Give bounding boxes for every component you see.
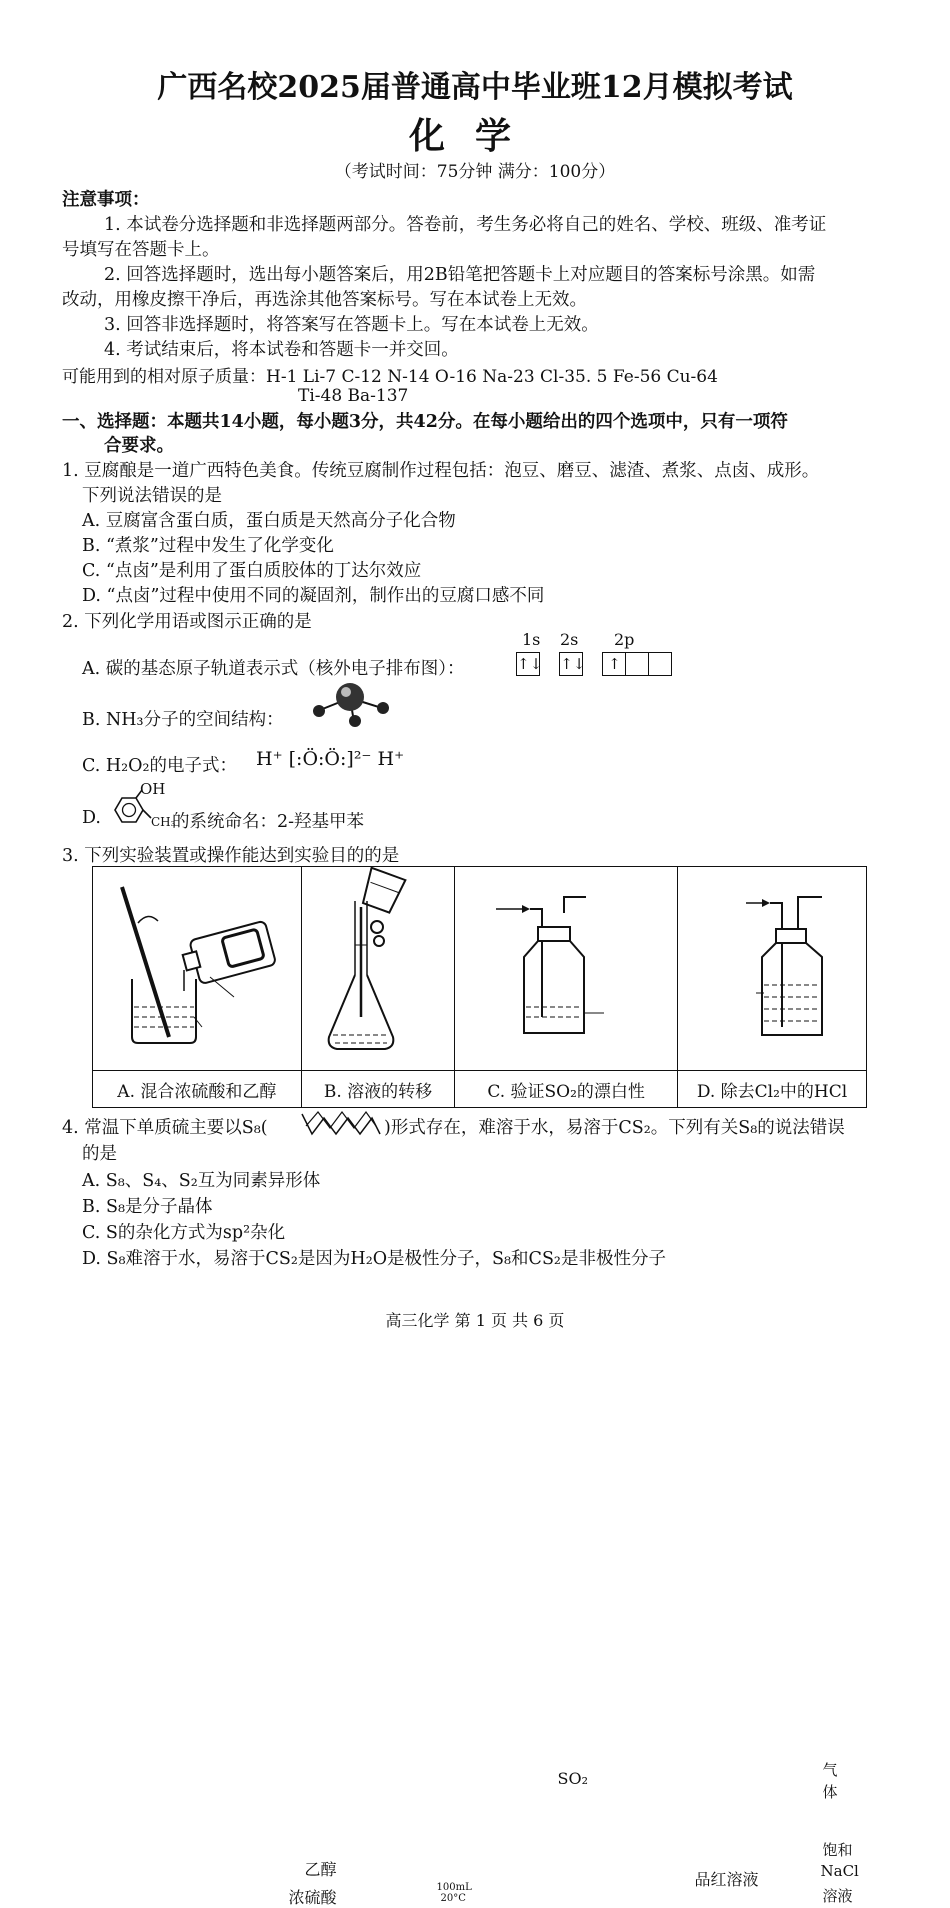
notice-line: 号填写在答题卡上。 bbox=[62, 240, 220, 260]
saturated-label: 饱和 bbox=[822, 1840, 853, 1859]
h2o2-electron-formula: H⁺ [:Ö:Ö:]²⁻ H⁺ bbox=[256, 748, 405, 770]
orbital-label-2p: 2p bbox=[614, 630, 635, 649]
wash-bottle-so2-image bbox=[456, 867, 676, 1065]
orbital-box bbox=[625, 652, 649, 676]
q4-option-d: D. S₈难溶于水，易溶于CS₂是因为H₂O是极性分子，S₈和CS₂是非极性分子 bbox=[82, 1249, 666, 1269]
notice-line: 1. 本试卷分选择题和非选择题两部分。答卷前，考生务必将自己的姓名、学校、班级、准考证 bbox=[104, 215, 827, 235]
q4-option-c: C. S的杂化方式为sp²杂化 bbox=[82, 1223, 286, 1243]
orbital-box: ↑↓ bbox=[559, 652, 583, 676]
orbital-box bbox=[648, 652, 672, 676]
mixing-apparatus-image bbox=[94, 867, 300, 1065]
q4-option-a: A. S₈、S₄、S₂互为同素异形体 bbox=[82, 1171, 321, 1191]
atomic-masses: 可能用到的相对原子质量：H-1 Li-7 C-12 N-14 O-16 Na-23 Cl-35. 5 Fe-56 Cu-64 bbox=[62, 367, 718, 387]
orbital-label-2s: 2s bbox=[560, 630, 579, 649]
q4-stem: 4. 常温下单质硫主要以S₈( bbox=[62, 1118, 268, 1138]
so2-label: SO₂ bbox=[557, 1768, 588, 1788]
caption-c: C. 验证SO₂的漂白性 bbox=[455, 1071, 678, 1108]
ethanol-label: 乙醇 bbox=[304, 1859, 337, 1879]
q1-stem-cont: 下列说法错误的是 bbox=[82, 486, 222, 506]
subject-title: 化学 bbox=[408, 115, 541, 157]
notice-line: 2. 回答选择题时，选出每小题答案后，用2B铅笔把答题卡上对应题目的答案标号涂黑。如需 bbox=[104, 265, 816, 285]
q1-option-d: D. “点卤”过程中使用不同的凝固剂，制作出的豆腐口感不同 bbox=[82, 586, 545, 606]
q4-stem-cont: )形式存在，难溶于水，易溶于CS₂。下列有关S₈的说法错误 bbox=[384, 1118, 845, 1138]
caption-b: B. 溶液的转移 bbox=[301, 1071, 455, 1108]
q3-stem: 3. 下列实验装置或操作能达到实验目的的是 bbox=[62, 846, 400, 866]
q4-option-b: B. S₈是分子晶体 bbox=[82, 1197, 213, 1217]
notice-line: 4. 考试结束后，将本试卷和答题卡一并交回。 bbox=[104, 340, 459, 360]
gas-label-2: 体 bbox=[822, 1782, 838, 1801]
atomic-masses-cont: Ti-48 Ba-137 bbox=[298, 386, 409, 406]
fuchsine-label: 品红溶液 bbox=[694, 1869, 759, 1889]
flask-volume-label: 100mL bbox=[436, 1881, 472, 1893]
volumetric-flask-image bbox=[303, 867, 453, 1065]
q2-option-d-label: D. bbox=[82, 808, 101, 828]
nacl-label: NaCl bbox=[820, 1861, 859, 1880]
q1-option-c: C. “点卤”是利用了蛋白质胶体的丁达尔效应 bbox=[82, 561, 422, 581]
caption-d: D. 除去Cl₂中的HCl bbox=[678, 1071, 867, 1108]
section-heading: 一、选择题：本题共14小题，每小题3分，共42分。在每小题给出的四个选项中，只有一项符 bbox=[62, 412, 788, 432]
hydroxyl-label: OH bbox=[140, 780, 166, 798]
q2-option-b: B. NH₃分子的空间结构： bbox=[82, 710, 284, 730]
q1-stem: 1. 豆腐酿是一道广西特色美食。传统豆腐制作过程包括：泡豆、磨豆、滤渣、煮浆、点卤、成形。 bbox=[62, 461, 820, 481]
nh3-model-image bbox=[306, 680, 392, 728]
q2-option-c: C. H₂O₂的电子式： bbox=[82, 756, 238, 776]
orbital-box: ↑↓ bbox=[516, 652, 540, 676]
q1-option-b: B. “煮浆”过程中发生了化学变化 bbox=[82, 536, 334, 556]
flask-temp-label: 20°C bbox=[440, 1892, 466, 1904]
exam-title: 广西名校2025届普通高中毕业班12月模拟考试 bbox=[157, 70, 793, 105]
notice-line: 改动，用橡皮擦干净后，再选涂其他答案标号。写在本试卷上无效。 bbox=[62, 290, 587, 310]
orbital-box: ↑ bbox=[602, 652, 626, 676]
wash-bottle-nacl-image bbox=[678, 867, 866, 1065]
s8-ring-image bbox=[298, 1108, 384, 1142]
exam-time: （考试时间：75分钟 满分：100分） bbox=[334, 162, 616, 182]
gas-label-1: 气 bbox=[822, 1760, 838, 1779]
q2-option-a: A. 碳的基态原子轨道表示式（核外电子排布图）： bbox=[82, 659, 465, 679]
methyl-label: CH₃ bbox=[151, 815, 176, 829]
q2-stem: 2. 下列化学用语或图示正确的是 bbox=[62, 612, 312, 632]
notice-heading: 注意事项： bbox=[62, 190, 150, 210]
solution-label: 溶液 bbox=[822, 1886, 853, 1905]
q4-stem-end: 的是 bbox=[82, 1144, 117, 1164]
notice-line: 3. 回答非选择题时，将答案写在答题卡上。写在本试卷上无效。 bbox=[104, 315, 599, 335]
sulfuric-acid-label: 浓硫酸 bbox=[288, 1887, 337, 1907]
caption-a: A. 混合浓硫酸和乙醇 bbox=[93, 1071, 302, 1108]
section-heading-cont: 合要求。 bbox=[104, 436, 174, 456]
page-footer: 高三化学 第 1 页 共 6 页 bbox=[385, 1311, 565, 1330]
q1-option-a: A. 豆腐富含蛋白质，蛋白质是天然高分子化合物 bbox=[82, 511, 456, 531]
q2-option-d: 的系统命名：2-羟基甲苯 bbox=[172, 812, 365, 832]
orbital-label-1s: 1s bbox=[522, 630, 541, 649]
orbital-diagram bbox=[517, 652, 672, 676]
